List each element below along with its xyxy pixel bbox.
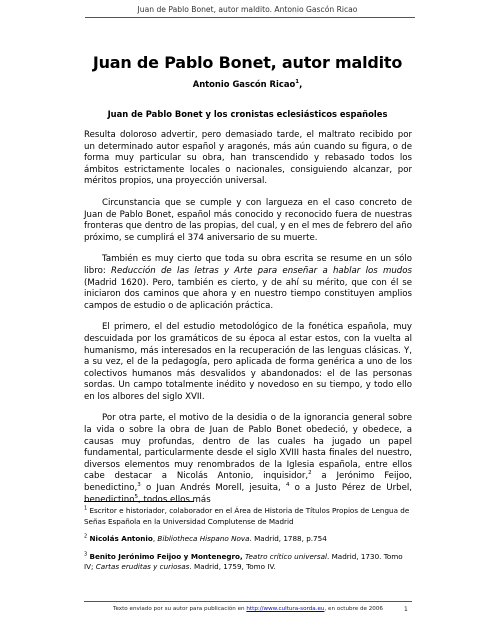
body-text <box>84 130 412 516</box>
paragraph-5-text-e: , todos ellos más <box>138 494 211 505</box>
footnotes <box>84 506 412 580</box>
author-line: Antonio Gascón Ricao$^1$, <box>192 79 303 89</box>
footnote-2-name: Nicolás Antonio <box>89 534 153 544</box>
paragraph-1: Resulta doloroso advertir, pero demasiado tarde, el maltrato recibido por un determinado autor español y aragonés, más aún cuando su figura, o de forma muy particular su obra, han transcendido y rebasado todos los ámbitos estrictamente locales o nacionales, consiguiendo alcanzar, por méritos propios, una proyección universal. <box>84 130 412 187</box>
paragraph-3-text-a: También es muy cierto que toda su obra escrita se resume en un sólo libro: <box>84 254 412 276</box>
paragraph-3 <box>84 254 412 312</box>
footnote-ref-4[interactable]: 4 <box>285 482 290 489</box>
paragraph-5-text-c: o Juan Andrés Morell, jesuita, <box>140 483 281 494</box>
footnote-3-work-2: Cartas eruditas y curiosas <box>95 562 190 572</box>
footnote-3-rest: . Madrid, 1759, Tomo IV. <box>189 562 276 572</box>
page-number: 1 <box>404 606 408 613</box>
footnote-1 <box>84 506 412 527</box>
footer-text-after: , en octubre de 2006 <box>324 606 383 612</box>
footnote-3-number: 3 <box>84 551 88 558</box>
footnote-2-separator: , <box>152 534 158 544</box>
footnote-2-rest: . Madrid, 1788, p.754 <box>249 534 327 544</box>
paragraph-5-text-d: o a Justo Pérez de Urbel, benedictino <box>84 483 412 505</box>
footnote-2-number: 2 <box>84 533 88 540</box>
page-footer <box>84 606 412 612</box>
footer-link[interactable]: http://www.cultura-sorda.eu <box>246 606 325 612</box>
footnote-ref-3[interactable]: 3 <box>137 482 141 489</box>
paragraph-3-text-b: (Madrid 1620). Pero, también es cierto, y de ahí su mérito, que con él se iniciaron dos caminos que ahora y en nuestro tiempo constituyen amplios campos de estudio o de aplicación práctica. <box>84 277 412 311</box>
footnote-3 <box>84 552 412 573</box>
footnote-3-mid: . Madrid, 1730. Tomo IV; <box>84 551 403 572</box>
document-title: Juan de Pablo Bonet, autor maldito <box>92 53 403 72</box>
author-name: Antonio Gascón Ricao <box>192 79 296 89</box>
book-title: Reducción de las letras y Arte para enseñar a hablar los mudos <box>111 265 412 276</box>
footnote-divider <box>84 501 194 502</box>
paragraph-4: El primero, el del estudio metodológico de la fonética española, muy descuidada por los gramáticos de su época al estar estos, con la vuelta al humanismo, más interesados en la recuperación de las lenguas clásicas. Y, a su vez, el de la pedagogía, pero aplicada de forma genérica a uno de los colectivos humanos más desvalidos y abandonados: el de las personas sordas. Un campo totalmente inédito y novedoso en su tiempo, y todo ello en los albores del siglo XVII. <box>84 322 412 402</box>
paragraph-5 <box>84 413 412 506</box>
footnote-1-number: 1 <box>84 505 88 512</box>
footnote-ref-2[interactable]: 2 <box>308 470 312 477</box>
footnote-ref-5[interactable]: 5 <box>134 493 139 500</box>
header-divider <box>85 17 415 18</box>
footer-text-before: Texto enviado por su autor para publicación en <box>113 606 247 612</box>
footer-divider <box>84 601 412 602</box>
running-header: Juan de Pablo Bonet, autor maldito. Antonio Gascón Ricao <box>137 5 358 14</box>
paragraph-5-text-a: Por otra parte, el motivo de la desidia o de la ignorancia general sobre la vida o sobre la obra de Juan de Pablo Bonet obedeció, y obedece, a causas muy profundas, dentro de las cuales ha jugado un papel fundamental, particularmente desde el siglo XVIII hasta finales del nuestro, diversos elementos muy renombrados de la Iglesia española, entre ellos cabe destacar a Nicolás Antonio, inquisidor, <box>84 413 412 482</box>
footnote-3-work: Teatro crítico universal <box>245 551 328 561</box>
paragraph-2: Circunstancia que se cumple y con largueza en el caso concreto de Juan de Pablo Bonet, español más conocido y reconocido fuera de nuestras fronteras que dentro de las propias, del cual, y en el mes de febrero del año próximo, se cumplirá el 374 aniversario de su muerte. <box>84 197 412 243</box>
footnote-1-text: Escritor e historiador, colaborador en el Área de Historia de Títulos Propios de Lengua de Señas Española en la Universidad Complutense de Madrid <box>84 506 410 526</box>
section-subtitle: Juan de Pablo Bonet y los cronistas eclesiásticos españoles <box>107 109 388 119</box>
footnote-3-name: Benito Jerónimo Feijoo y Montenegro, <box>89 551 243 561</box>
author-footnote-ref[interactable]: 1 <box>295 79 300 86</box>
footnote-2-work: Bibliotheca Hispano Nova <box>157 534 250 544</box>
paragraph-5-text-b: a Jerónimo Feijoo, benedictino, <box>84 471 412 494</box>
footnote-2 <box>84 534 412 545</box>
